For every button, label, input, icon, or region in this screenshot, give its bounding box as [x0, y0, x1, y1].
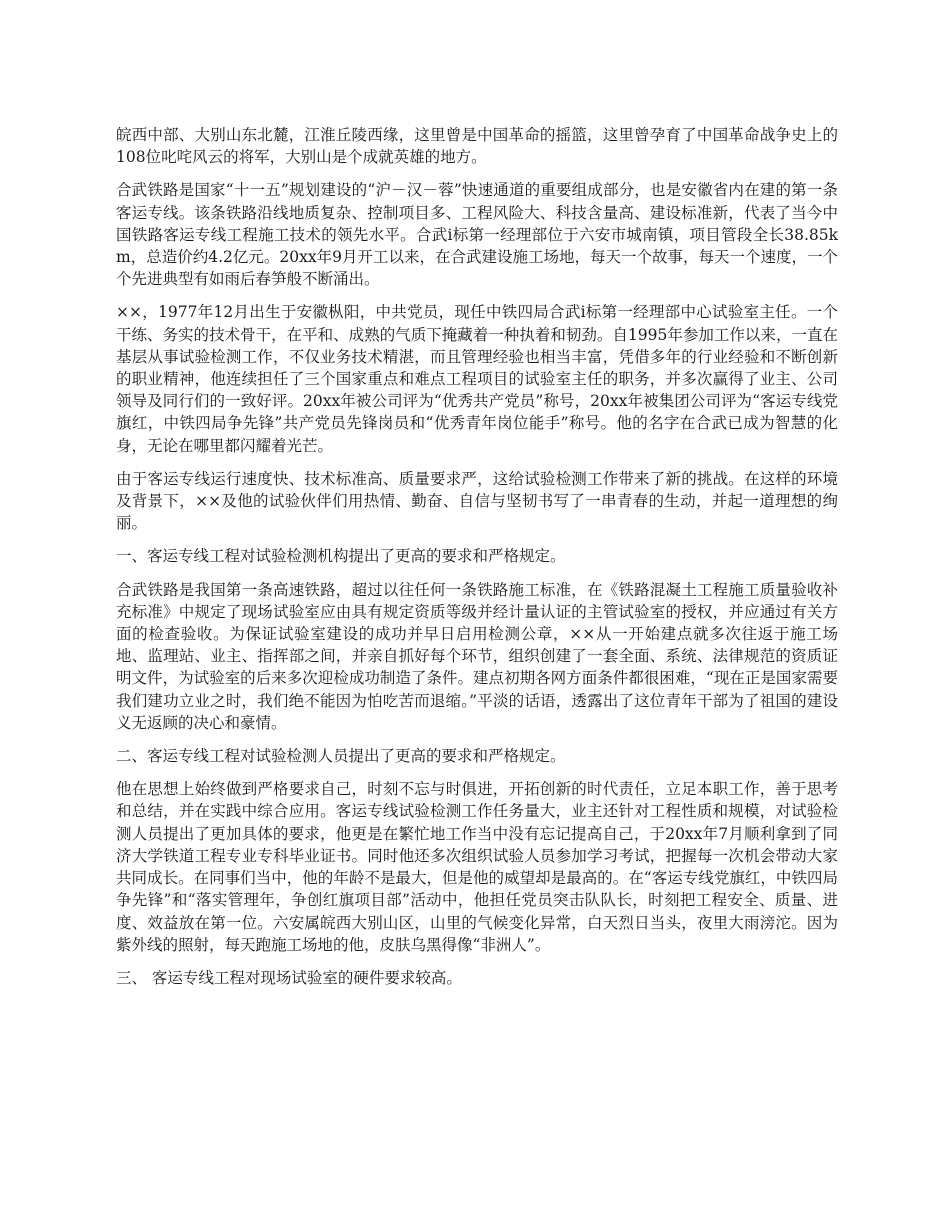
- paragraph-intro: 皖西中部、大别山东北麓，江淮丘陵西缘，这里曾是中国革命的摇篮，这里曾孕育了中国革命战争史上的108位叱咤风云的将军，大别山是个成就英雄的地方。: [116, 126, 838, 167]
- paragraph-person-profile: ××，1977年12月出生于安徽枞阳，中共党员，现任中铁四局合武ⅰ标第一经理部中心试验室主任。一个干练、务实的技术骨干，在平和、成熟的气质下掩藏着一种执着和韧劲。自1995年参加工作以来，一直在基层从事试验检测工作，不仅业务技术精湛，而且管理经验也相当丰富，凭借多年的行业经验和不断创新的职业精神，他连续担任了三个国家重点和难点工程项目的试验室主任的职务，并多次赢得了业主、公司领导及同行们的一致好评。20xx年被公司评为“优秀共产党员”称号，20xx年被集团公司评为“客运专线党旗红，中铁四局争先锋”共产党员先锋岗员和“优秀青年岗位能手”称号。他的名字在合武已成为智慧的化身，无论在哪里都闪耀着光芒。: [116, 303, 838, 455]
- document-body: [116, 124, 838, 1000]
- paragraph-section-1: 合武铁路是我国第一条高速铁路，超过以往任何一条铁路施工标准，在《铁路混凝土工程施工质量验收补充标准》中规定了现场试验室应由具有规定资质等级并经计量认证的主管试验室的授权，并应通过有关方面的检查验收。为保证试验室建设的成功并早日启用检测公章，××从一开始建点就多次往返于施工场地、监理站、业主、指挥部之间，并亲自抓好每个环节，组织创建了一套全面、系统、法律规范的资质证明文件，为试验室的后来多次迎检成功制造了条件。建点初期各网方面条件都很困难，“现在正是国家需要我们建功立业之时，我们绝不能因为怕吃苦而退缩。”平淡的话语，透露出了这位青年干部为了祖国的建设义无返顾的决心和豪情。: [116, 580, 838, 732]
- paragraph-railway-overview: 合武铁路是国家“十一五”规划建设的“沪－汉－蓉”快速通道的重要组成部分，也是安徽省内在建的第一条客运专线。该条铁路沿线地质复杂、控制项目多、工程风险大、科技含量高、建设标准新，代表了当今中国铁路客运专线工程施工技术的领先水平。合武ⅰ标第一经理部位于六安市城南镇，项目管段全长38.85km，总造价约4.2亿元。20xx年9月开工以来，在合武建设施工场地，每天一个故事，每天一个速度，一个个先进典型有如雨后春笋般不断涌出。: [116, 181, 838, 289]
- section-heading-3: 三、 客运专线工程对现场试验室的硬件要求较高。: [116, 968, 462, 987]
- paragraph-section-2: 他在思想上始终做到严格要求自己，时刻不忘与时俱进，开拓创新的时代责任，立足本职工作，善于思考和总结，并在实践中综合应用。客运专线试验检测工作任务量大，业主还针对工程性质和规模，对试验检测人员提出了更加具体的要求，他更是在繁忙地工作当中没有忘记提高自己，于20xx年7月顺利拿到了同济大学铁道工程专业专科毕业证书。同时他还多次组织试验人员参加学习考试，把握每一次机会带动大家共同成长。在同事们当中，他的年龄不是最大，但是他的威望却是最高的。在“客运专线党旗红，中铁四局争先锋”和“落实管理年，争创红旗项目部”活动中，他担任党员突击队队长，时刻把工程安全、质量、进度、效益放在第一位。六安属皖西大别山区，山里的气候变化异常，白天烈日当头，夜里大雨滂沱。因为紫外线的照射，每天跑施工场地的他，皮肤乌黑得像“非洲人”。: [116, 780, 838, 954]
- section-heading-1: 一、客运专线工程对试验检测机构提出了更高的要求和严格规定。: [116, 547, 566, 566]
- paragraph-challenge: 由于客运专线运行速度快、技术标准高、质量要求严，这给试验检测工作带来了新的挑战。在这样的环境及背景下，××及他的试验伙伴们用热情、勤奋、自信与坚韧书写了一串青春的生动，并起一道理想的绚丽。: [116, 469, 838, 533]
- section-heading-2: 二、客运专线工程对试验检测人员提出了更高的要求和严格规定。: [116, 747, 566, 766]
